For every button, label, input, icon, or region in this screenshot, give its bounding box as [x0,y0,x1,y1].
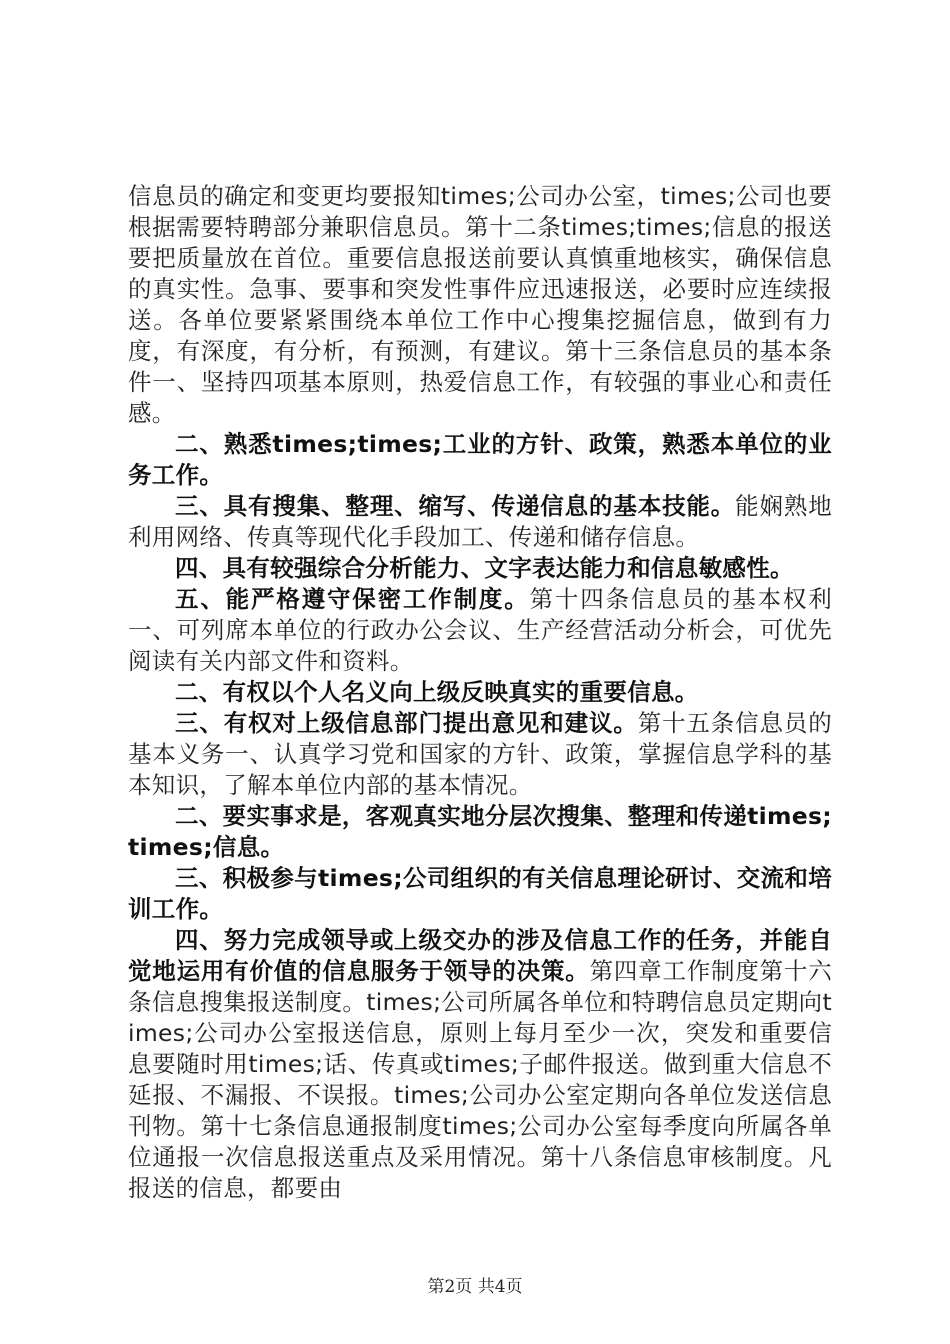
paragraph-6 [128,677,832,708]
paragraph-5-heading: 五、能严格遵守保密工作制度。 [175,585,530,613]
paragraph-7 [128,708,832,801]
paragraph-1 [128,181,832,429]
paragraph-2 [128,429,832,491]
paragraph-8-heading: 二、要实事求是，客观真实地分层次搜集、整理和传递times;times;信息。 [128,802,832,861]
paragraph-9 [128,863,832,925]
paragraph-3 [128,491,832,553]
document-body [128,181,832,1204]
paragraph-10-text: 第四章工作制度第十六条信息搜集报送制度。times;公司所属各单位和特聘信息员定期向times;公司办公室报送信息，原则上每月至少一次，突发和重要信息要随时用times;话、传真或times;子邮件报送。做到重大信息不延报、不漏报、不误报。times;公司办公室定期向各单位发送信息刊物。第十七条信息通报制度times;公司办公室每季度向所属各单位通报一次信息报送重点及采用情况。第十八条信息审核制度。凡报送的信息，都要由 [128,957,832,1202]
paragraph-4 [128,553,832,584]
paragraph-10 [128,925,832,1204]
paragraph-10-heading: 四、努力完成领导或上级交办的涉及信息工作的任务，并能自觉地运用有价值的信息服务于领导的决策。 [128,926,832,985]
paragraph-2-heading: 二、熟悉times;times;工业的方针、政策，熟悉本单位的业务工作。 [128,430,832,489]
paragraph-1-text: 信息员的确定和变更均要报知times;公司办公室，times;公司也要根据需要特聘部分兼职信息员。第十二条times;times;信息的报送要把质量放在首位。重要信息报送前要认真慎重地核实，确保信息的真实性。急事、要事和突发性事件应迅速报送，必要时应连续报送。各单位要紧紧围绕本单位工作中心搜集挖掘信息，做到有力度，有深度，有分析，有预测，有建议。第十三条信息员的基本条件一、坚持四项基本原则，热爱信息工作，有较强的事业心和责任感。 [128,182,832,427]
paragraph-7-heading: 三、有权对上级信息部门提出意见和建议。 [175,709,638,737]
paragraph-5 [128,584,832,677]
paragraph-8 [128,801,832,863]
paragraph-3-heading: 三、具有搜集、整理、缩写、传递信息的基本技能。 [175,492,736,520]
paragraph-7-text: 第十五条信息员的基本义务一、认真学习党和国家的方针、政策，掌握信息学科的基本知识，了解本单位内部的基本情况。 [128,709,832,799]
paragraph-6-heading: 二、有权以个人名义向上级反映真实的重要信息。 [175,678,699,706]
page-number-footer: 第2页 共4页 [427,1277,523,1297]
paragraph-4-heading: 四、具有较强综合分析能力、文字表达能力和信息敏感性。 [175,554,794,582]
paragraph-3-text: 能娴熟地利用网络、传真等现代化手段加工、传递和储存信息。 [128,492,833,551]
paragraph-5-text: 第十四条信息员的基本权利一、可列席本单位的行政办公会议、生产经营活动分析会，可优先阅读有关内部文件和资料。 [128,585,832,675]
paragraph-9-heading: 三、积极参与times;公司组织的有关信息理论研讨、交流和培训工作。 [128,864,832,923]
